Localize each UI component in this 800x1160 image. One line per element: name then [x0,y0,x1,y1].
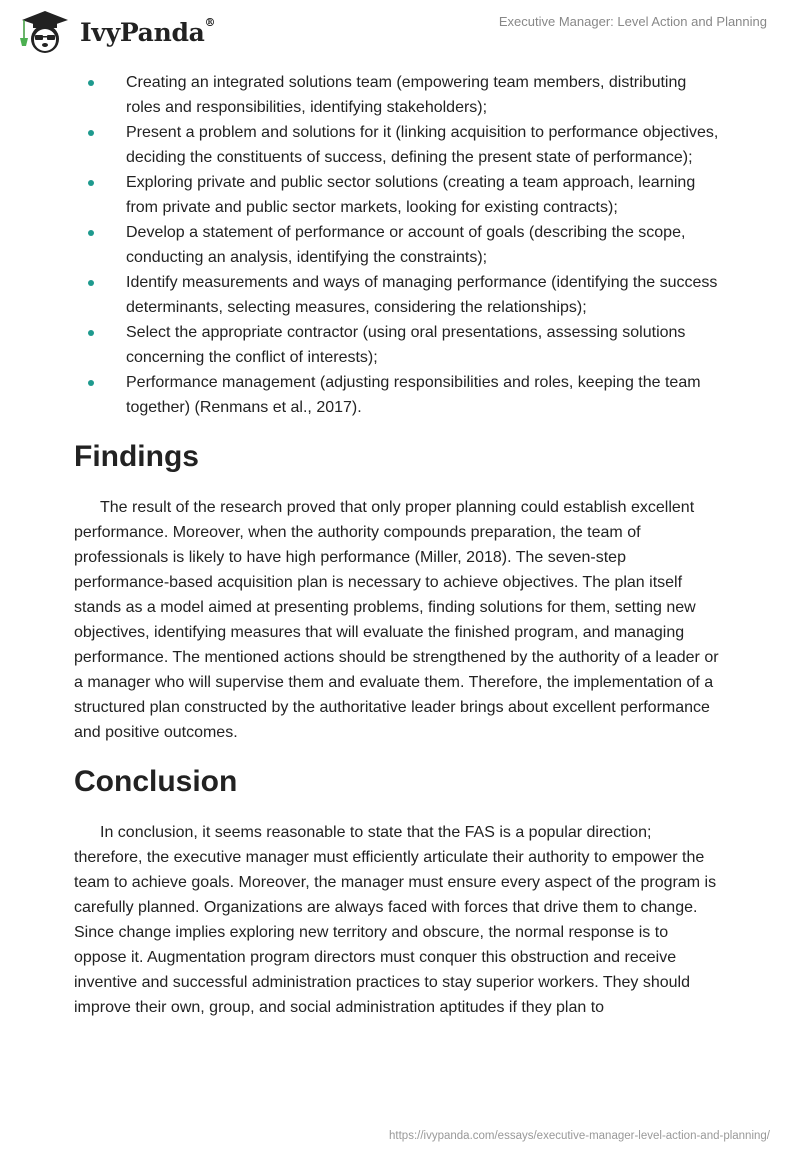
list-item: Performance management (adjusting responsibilities and roles, keeping the team together) (Renmans et al., 2017). [74,370,724,420]
steps-list [74,70,724,420]
ivypanda-logo[interactable] [16,8,215,56]
bullet-icon [88,180,94,186]
conclusion-paragraph: In conclusion, it seems reasonable to state that the FAS is a popular direction; therefore, the executive manager must efficiently articulate their authority to empower the team to achieve goals. Moreover, the manager must ensure every aspect of the program is carefully planned. Organizations are always faced with forces that drive them to change. Since change implies exploring new territory and obscure, the normal response is to oppose it. Augmentation program directors must conquer this obstruction and receive inventive and successful administration practices to stay superior workers. They should improve their own, group, and social administration aptitudes if they plan to [74,824,717,1016]
findings-heading: Findings [74,440,199,473]
list-item: Present a problem and solutions for it (linking acquisition to performance objectives, deciding the constituents of success, defining the present state of performance); [74,120,724,170]
bullet-icon [88,80,94,86]
list-item: Select the appropriate contractor (using oral presentations, assessing solutions concerning the conflict of interests); [74,320,724,370]
panda-graduate-icon [16,8,74,56]
page-header [0,0,800,56]
bullet-icon [88,380,94,386]
bullet-icon [88,130,94,136]
list-item: Develop a statement of performance or account of goals (describing the scope, conducting an analysis, identifying the constraints); [74,220,724,270]
bullet-icon [88,230,94,236]
source-url[interactable]: https://ivypanda.com/essays/executive-manager-level-action-and-planning/ [389,1130,770,1142]
list-item: Identify measurements and ways of managing performance (identifying the success determinants, selecting measures, considering the relationships); [74,270,724,320]
bullet-icon [88,330,94,336]
findings-paragraph: The result of the research proved that only proper planning could establish excellent performance. Moreover, when the authority compounds preparation, the team of professionals is likely to have high performance (Miller, 2018). The seven-step performance-based acquisition plan is necessary to achieve objectives. The plan itself stands as a model aimed at presenting problems, finding solutions for them, setting new objectives, identifying measures that will evaluate the finished program, and managing performance. The mentioned actions should be strengthened by the authority of a leader or a manager who will supervise them and evaluate them. Therefore, the implementation of a structured plan constructed by the authoritative leader brings about excellent performance and positive outcomes. [74,499,719,741]
brand-name: IvyPanda® [80,15,216,47]
list-item: Exploring private and public sector solutions (creating a team approach, learning from private and public sector markets, looking for existing contracts); [74,170,724,220]
bullet-icon [88,280,94,286]
essay-content [74,70,724,1020]
document-title: Executive Manager: Level Action and Planning [498,14,767,29]
conclusion-heading: Conclusion [74,765,238,798]
list-item: Creating an integrated solutions team (empowering team members, distributing roles and responsibilities, identifying stakeholders); [74,70,724,120]
